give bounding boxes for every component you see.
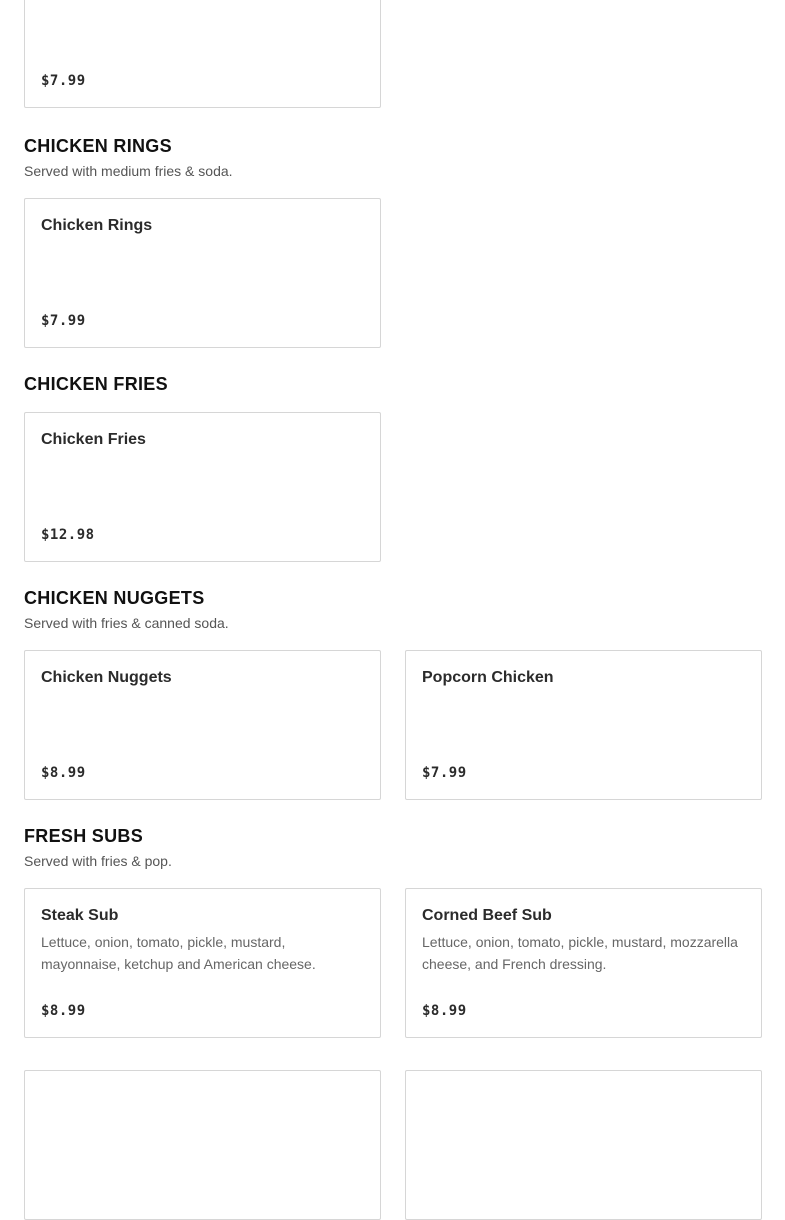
menu-item-grid [24, 0, 761, 108]
menu-item-card[interactable] [24, 650, 381, 800]
menu-section [24, 586, 761, 800]
menu-item-price: $7.99 [41, 313, 86, 329]
menu-item-name: Popcorn Chicken [422, 669, 554, 686]
menu-item-card[interactable] [24, 0, 381, 108]
menu-section [24, 372, 761, 562]
section-description: Served with fries & canned soda. [24, 615, 229, 631]
menu-item-card[interactable] [24, 888, 381, 1038]
menu-item-price: $8.99 [41, 765, 86, 781]
menu-section [24, 134, 761, 348]
menu-section [24, 0, 761, 108]
section-title: CHICKEN RINGS [24, 136, 172, 156]
menu-item-description [41, 0, 364, 3]
menu-item-card[interactable] [405, 650, 762, 800]
menu-item-card[interactable] [405, 888, 762, 1038]
section-description: Served with medium fries & soda. [24, 163, 233, 179]
menu-item-description: Lettuce, onion, tomato, pickle, mustard, mozzarella cheese, and French dressing. [422, 934, 738, 972]
menu-item-price: $12.98 [41, 527, 95, 543]
menu-item-name: Chicken Nuggets [41, 669, 172, 686]
menu-item-name: Corned Beef Sub [422, 907, 552, 924]
menu-item-card[interactable] [24, 412, 381, 562]
menu-item-card[interactable] [24, 1070, 381, 1220]
section-title: FRESH SUBS [24, 826, 144, 846]
menu-item-name: Chicken Rings [41, 217, 153, 234]
menu-item-price: $7.99 [422, 765, 467, 781]
section-title: CHICKEN NUGGETS [24, 588, 205, 608]
menu-list [24, 0, 761, 1220]
menu-item-card[interactable] [405, 1070, 762, 1220]
menu-item-grid [24, 412, 761, 562]
menu-item-grid [24, 198, 761, 348]
menu-item-grid [24, 650, 761, 800]
menu-item-name: Steak Sub [41, 907, 119, 924]
menu-item-price: $7.99 [41, 73, 86, 89]
menu-item-price: $8.99 [422, 1003, 467, 1019]
menu-section [24, 824, 761, 1220]
menu-item-description: Lettuce, onion, tomato, pickle, mustard, mayonnaise, ketchup and American cheese. [41, 934, 316, 972]
menu-item-price: $8.99 [41, 1003, 86, 1019]
menu-item-card[interactable] [24, 198, 381, 348]
menu-item-name: Chicken Fries [41, 431, 146, 448]
section-description: Served with fries & pop. [24, 853, 172, 869]
menu-item-grid [24, 888, 761, 1220]
section-title: CHICKEN FRIES [24, 374, 168, 394]
